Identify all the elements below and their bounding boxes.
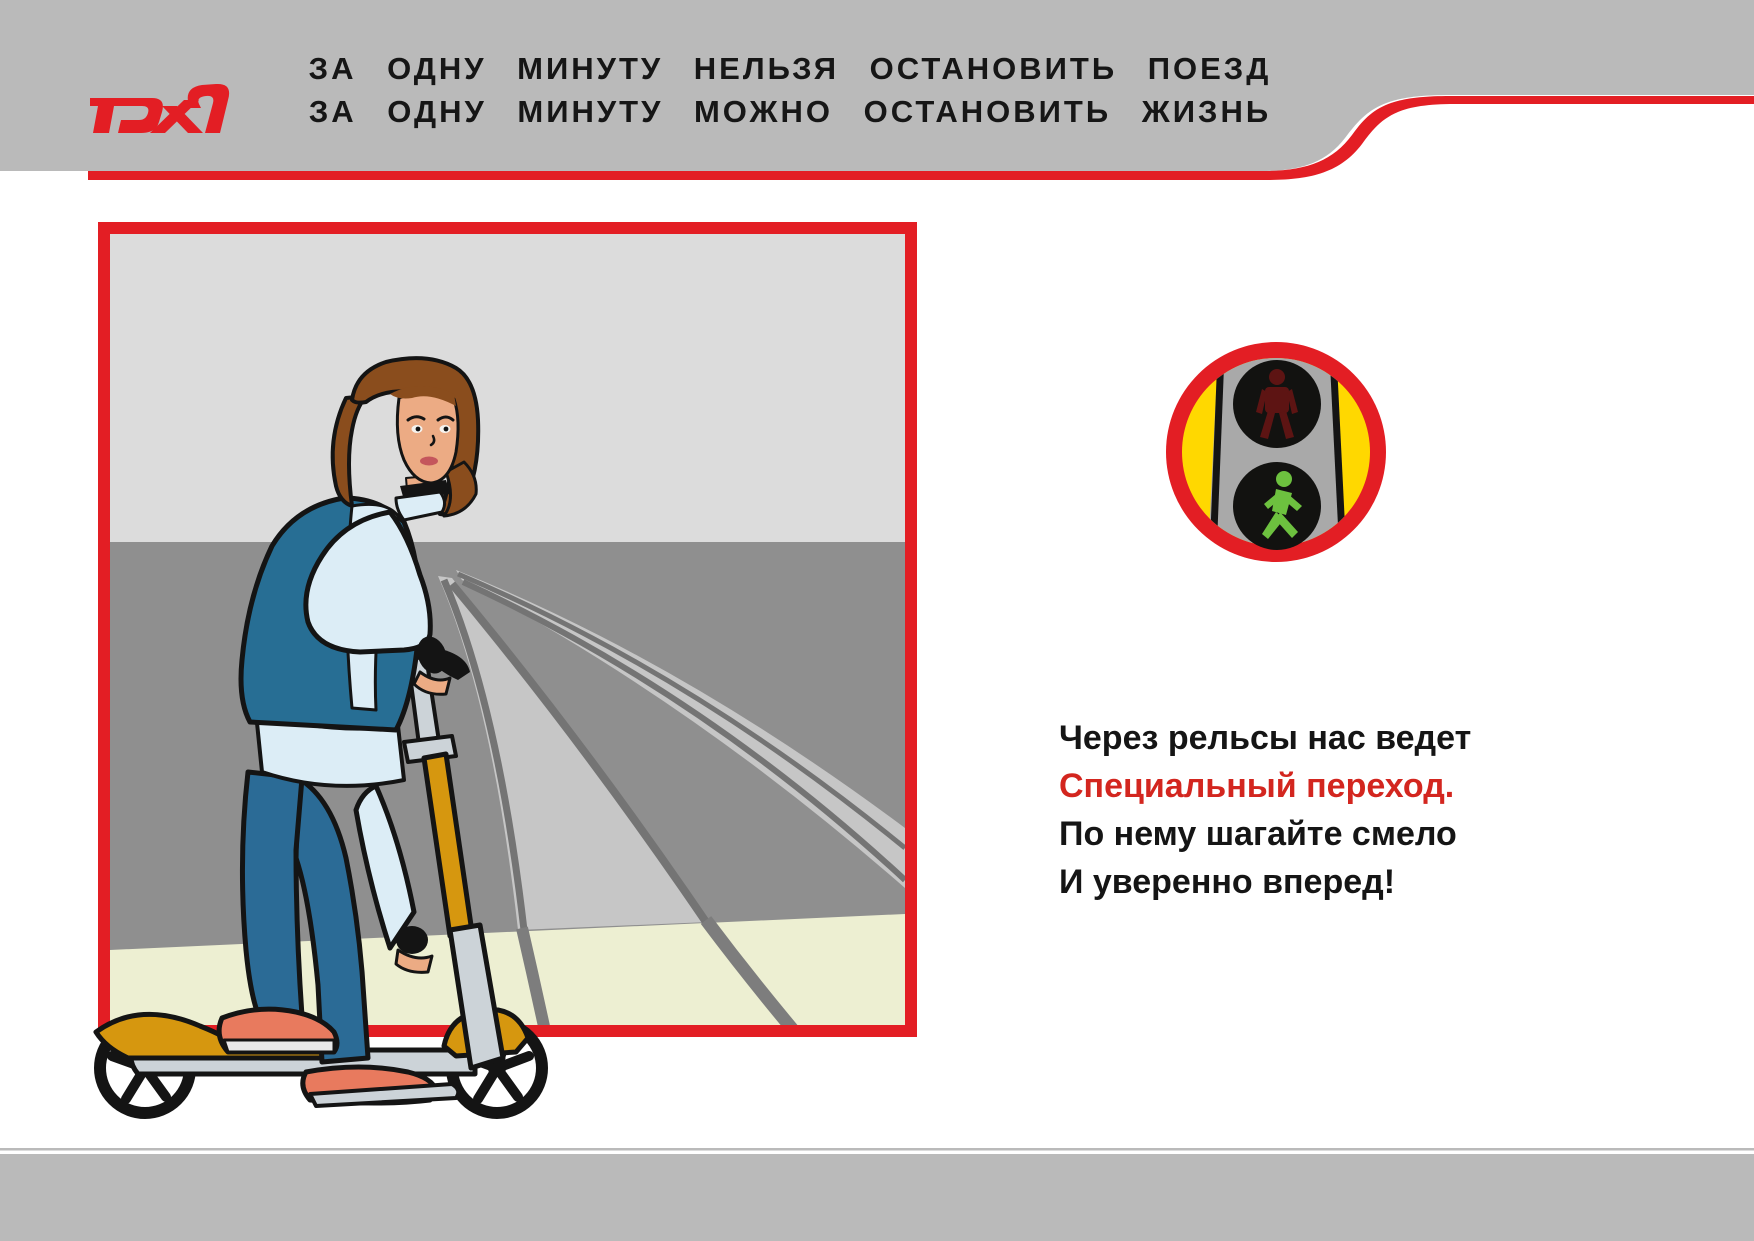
railway-scene: [104, 228, 911, 1031]
standing-leg-jeans: [242, 772, 302, 1016]
standing-shoe-sole: [224, 1040, 334, 1052]
caption-line-4: И уверенно вперед!: [1059, 863, 1396, 901]
caption-line-3: По нему шагайте смело: [1059, 815, 1457, 853]
lower-glove: [396, 926, 428, 954]
lips: [420, 457, 438, 466]
header-title: [295, 47, 1285, 133]
footer-band: [0, 1148, 1754, 1241]
caption-line-2: Специальный переход.: [1059, 767, 1455, 805]
header-title-line2: ЗА ОДНУ МИНУТУ МОЖНО ОСТАНОВИТЬ ЖИЗНЬ: [308, 94, 1272, 129]
safety-caption: [1059, 714, 1471, 906]
pedestrian-traffic-light-sign-icon: [1166, 342, 1386, 562]
header-title-line1: ЗА ОДНУ МИНУТУ НЕЛЬЗЯ ОСТАНОВИТЬ ПОЕЗД: [308, 51, 1272, 86]
caption-line-1: Через рельсы нас ведет: [1059, 719, 1472, 757]
scene-sky: [110, 234, 905, 542]
